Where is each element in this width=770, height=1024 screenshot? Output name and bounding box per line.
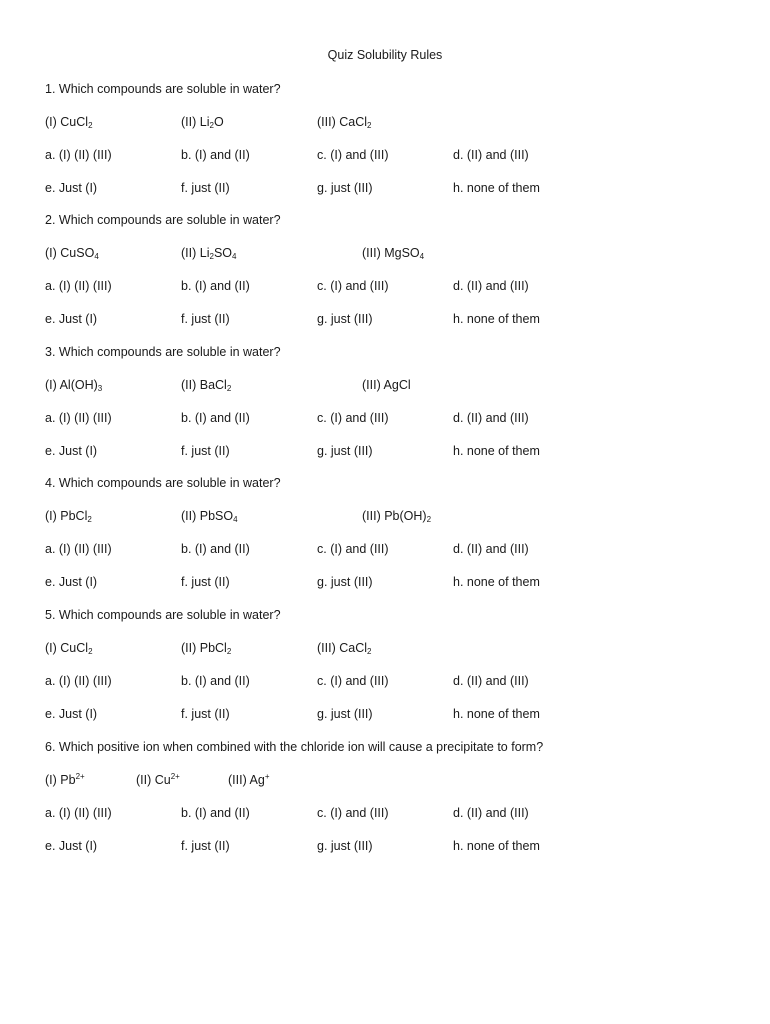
- q3-choice-h: h. none of them: [453, 444, 540, 458]
- q2-choice-a: a. (I) (II) (III): [45, 279, 112, 293]
- q6-choice-e: e. Just (I): [45, 839, 98, 853]
- q4-compound-i: (I) PbCl$_2$: [45, 509, 92, 524]
- q6-choice-b: b. (I) and (II): [181, 806, 250, 820]
- q1-choice-b: b. (I) and (II): [181, 148, 250, 162]
- q6-choice-d: d. (II) and (III): [453, 806, 529, 820]
- q4-choice-d: d. (II) and (III): [453, 542, 529, 556]
- q3-choice-e: e. Just (I): [45, 444, 98, 458]
- q5-compound-i: (I) CuCl$_2$: [45, 641, 93, 656]
- q6-ion-iii: (III) Ag+: [228, 772, 270, 787]
- q2-compound-ii: (II) $Li_2SO_4$: [181, 246, 237, 261]
- q4-compound-iii: (III) $Pb(OH)_2$: [362, 509, 432, 524]
- q5-choice-a: a. (I) (II) (III): [45, 674, 112, 688]
- quiz-title: Quiz Solubility Rules: [327, 48, 443, 62]
- q6-choice-h: h. none of them: [453, 839, 540, 853]
- q1-choice-d: d. (II) and (III): [453, 148, 529, 162]
- q5-choice-d: d. (II) and (III): [453, 674, 529, 688]
- q2-choice-b: b. (I) and (II): [181, 279, 250, 293]
- q4-choice-h: h. none of them: [453, 575, 540, 589]
- q3-choice-b: b. (I) and (II): [181, 411, 250, 425]
- q6-choice-g: g. just (III): [317, 839, 373, 853]
- q1-compound-iii: (III) CaCl$_2$: [317, 115, 372, 130]
- q3-choice-g: g. just (III): [317, 444, 373, 458]
- q6-choice-f: f. just (II): [181, 839, 230, 853]
- q4-choice-b: b. (I) and (II): [181, 542, 250, 556]
- q6-choice-c: c. (I) and (III): [317, 806, 389, 820]
- q4-choice-a: a. (I) (II) (III): [45, 542, 112, 556]
- question-5: 5. Which compounds are soluble in water?: [45, 608, 281, 622]
- q1-choice-g: g. just (III): [317, 181, 373, 195]
- q3-compound-ii: (II) BaCl$_2$: [181, 378, 232, 393]
- q1-choice-h: h. none of them: [453, 181, 540, 195]
- q4-choice-c: c. (I) and (III): [317, 542, 389, 556]
- q3-choice-d: d. (II) and (III): [453, 411, 529, 425]
- q2-choice-c: c. (I) and (III): [317, 279, 389, 293]
- q3-choice-c: c. (I) and (III): [317, 411, 389, 425]
- q2-choice-h: h. none of them: [453, 312, 540, 326]
- q5-choice-h: h. none of them: [453, 707, 540, 721]
- q4-choice-f: f. just (II): [181, 575, 230, 589]
- q1-compound-i: (I) CuCl$_2$: [45, 115, 93, 130]
- question-2: 2. Which compounds are soluble in water?: [45, 213, 281, 227]
- question-3: 3. Which compounds are soluble in water?: [45, 345, 281, 359]
- q5-choice-g: g. just (III): [317, 707, 373, 721]
- q5-compound-iii: (III) CaCl$_2$: [317, 641, 372, 656]
- question-6: 6. Which positive ion when combined with the chloride ion will cause a precipitate to form?: [45, 740, 544, 754]
- q5-choice-b: b. (I) and (II): [181, 674, 250, 688]
- q2-compound-iii: (III) MgSO$_4$: [362, 246, 425, 261]
- q1-choice-a: a. (I) (II) (III): [45, 148, 112, 162]
- q4-choice-e: e. Just (I): [45, 575, 98, 589]
- q3-choice-f: f. just (II): [181, 444, 230, 458]
- q4-choice-g: g. just (III): [317, 575, 373, 589]
- q4-compound-ii: (II) PbSO$_4$: [181, 509, 238, 524]
- question-1: 1. Which compounds are soluble in water?: [45, 82, 281, 96]
- q1-choice-f: f. just (II): [181, 181, 230, 195]
- q6-ion-i: (I) $Pb^{2+}$: [45, 772, 85, 787]
- q1-compound-ii: (II) $Li_2O$: [181, 115, 224, 130]
- q6-choice-a: a. (I) (II) (III): [45, 806, 112, 820]
- q2-choice-f: f. just (II): [181, 312, 230, 326]
- q5-choice-c: c. (I) and (III): [317, 674, 389, 688]
- q5-compound-ii: (II) PbCl$_2$: [181, 641, 232, 656]
- q2-choice-g: g. just (III): [317, 312, 373, 326]
- q6-ion-ii: (II) $Cu^{2+}$: [136, 772, 180, 787]
- q3-compound-iii: (III) AgCl: [362, 378, 411, 392]
- q5-choice-f: f. just (II): [181, 707, 230, 721]
- q2-choice-e: e. Just (I): [45, 312, 98, 326]
- question-4: 4. Which compounds are soluble in water?: [45, 476, 281, 490]
- q2-compound-i: (I) CuSO$_4$: [45, 246, 99, 261]
- q1-choice-e: e. Just (I): [45, 181, 98, 195]
- q3-choice-a: a. (I) (II) (III): [45, 411, 112, 425]
- q5-choice-e: e. Just (I): [45, 707, 98, 721]
- q1-choice-c: c. (I) and (III): [317, 148, 389, 162]
- q2-choice-d: d. (II) and (III): [453, 279, 529, 293]
- q3-compound-i: (I) $Al(OH)_3$: [45, 378, 103, 393]
